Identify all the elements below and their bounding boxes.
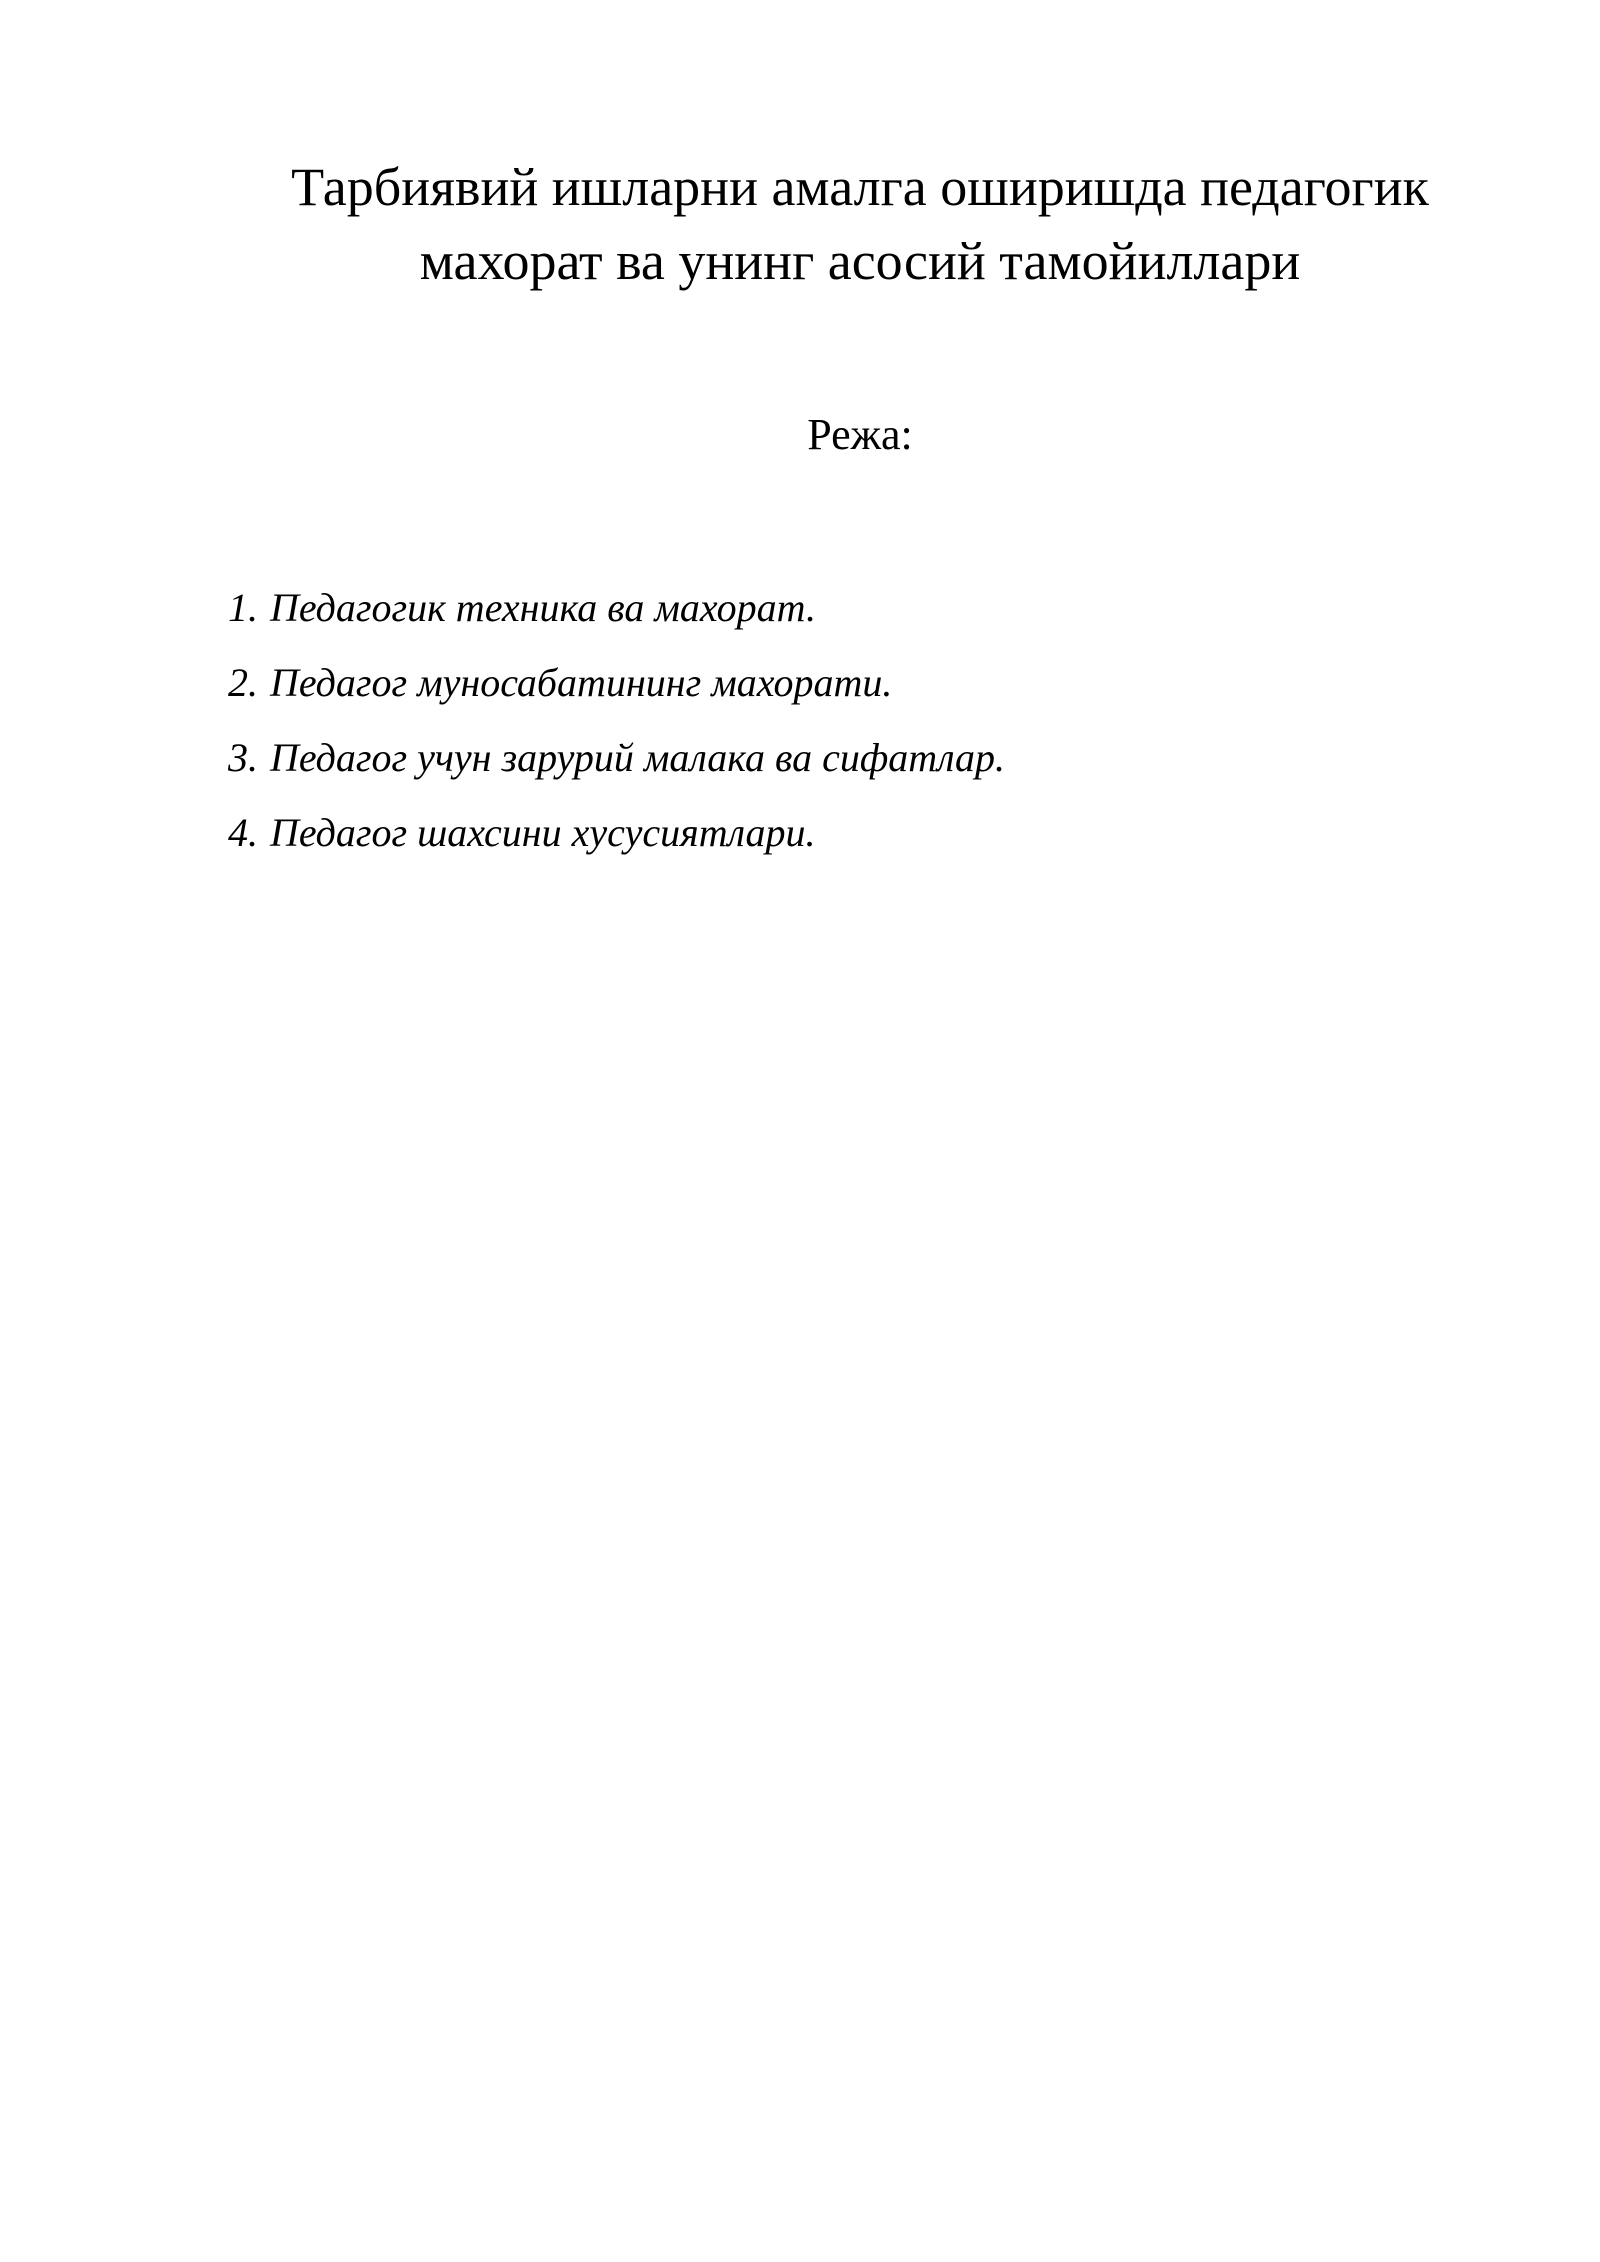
plan-item-text: Педагог учун зарурий малака ва сифатлар. (270, 735, 1006, 780)
plan-item-number: 3. (228, 735, 258, 780)
plan-item-number: 1. (228, 585, 258, 630)
document-title-line: Тарбиявий ишларни амалга оширишда педагогик (291, 157, 1429, 217)
plan-item-text: Педагог шахсини хусусиятлари. (270, 810, 816, 855)
document-title (200, 150, 1520, 298)
plan-item-text: Педагогик техника ва махорат. (270, 585, 816, 630)
document-title-line: махорат ва унинг асосий тамойиллари (419, 231, 1301, 291)
plan-item-text: Педагог муносабатининг махорати. (270, 660, 893, 705)
plan-item-number: 4. (228, 810, 258, 855)
plan-list (228, 583, 1428, 883)
plan-item-number: 2. (228, 660, 258, 705)
plan-heading: Режа: (807, 410, 913, 459)
plan-item (228, 733, 1428, 783)
plan-item (228, 808, 1428, 858)
plan-item (228, 658, 1428, 708)
plan-item (228, 583, 1428, 633)
